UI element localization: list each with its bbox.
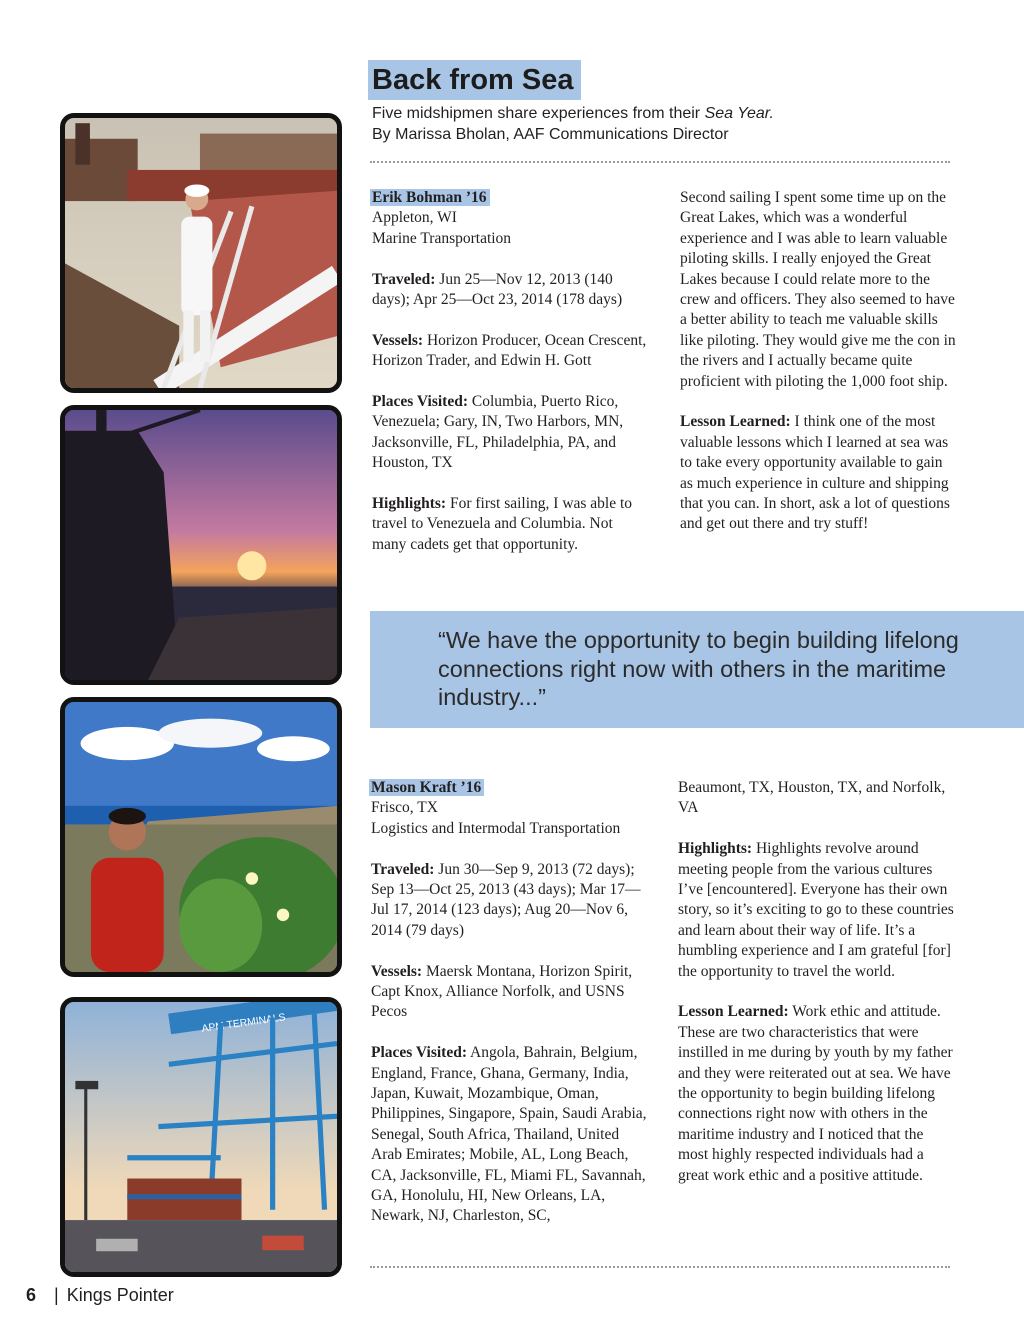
profile1-traveled: Traveled: Jun 25—Nov 12, 2013 (140 days); Apr 25—Oct 23, 2014 (178 days) <box>372 270 623 309</box>
folio-separator: | <box>54 1285 59 1305</box>
profile2-highlights: Highlights: Highlights revolve around meeting people from the various cultures I’ve [encountered]. Everyone has their own story, so it’s exciting to go to these countries and learn about their way of life. It’s a humbling experience and I am grateful [for] the opportunity to travel the world. <box>678 840 954 980</box>
profile1-continued: Second sailing I spent some time up on the Great Lakes, which was a wonderful experience and I was able to learn valuable piloting skills. I really enjoyed the Great Lakes because I could relate more to the crew and officers. They also seemed to have a better ability to teach me valuable skills like piloting. They would give me the con in the rivers and I actually became quite proficient with piloting the 1,000 foot ship. <box>680 189 956 390</box>
profile1-highlights: Highlights: For first sailing, I was able to travel to Venezuela and Columbia. Not many cadets get that opportunity. <box>372 495 633 553</box>
profile2-major: Logistics and Intermodal Transportation <box>371 819 621 837</box>
profile2-column-right <box>678 778 954 1206</box>
pull-quote: “We have the opportunity to begin building lifelong connections right now with others in the maritime industry...” <box>370 611 1024 728</box>
page-number: 6 <box>26 1285 37 1305</box>
photo-gangway <box>60 113 342 393</box>
photo-hawaii <box>60 697 342 977</box>
profile1-column-right <box>680 188 956 555</box>
profile1-major: Marine Transportation <box>372 229 512 247</box>
profile1-places: Places Visited: Columbia, Puerto Rico, Venezuela; Gary, IN, Two Harbors, MN, Jacksonville, FL, Philadelphia, PA, and Houston, TX <box>372 393 624 472</box>
subtitle-italic: Sea Year. <box>704 105 774 122</box>
profile2-places-continued: Beaumont, TX, Houston, TX, and Norfolk, VA <box>678 779 946 817</box>
publication-name: Kings Pointer <box>66 1285 174 1305</box>
profile2-traveled: Traveled: Jun 30—Sep 9, 2013 (72 days); Sep 13—Oct 25, 2013 (43 days); Mar 17—Jul 17, 2014 (123 days); Aug 20—Nov 6, 2014 (79 days) <box>371 860 641 939</box>
profile2-places: Places Visited: Angola, Bahrain, Belgium, England, France, Ghana, Germany, India, Japan, Kuwait, Mozambique, Oman, Philippines, Singapore, Spain, Saudi Arabia, Senegal, South Africa, Thailand, United Arab Emirates; Mobile, AL, Long Beach, CA, Jacksonville, FL, Miami FL, Savannah, GA, Honolulu, HI, New Orleans, LA, Newark, NJ, Charleston, SC, <box>371 1044 647 1225</box>
profile2-column-left <box>371 778 647 1247</box>
divider-top <box>370 161 950 163</box>
profile2-hometown: Frisco, TX <box>371 799 438 817</box>
divider-bottom <box>370 1266 950 1268</box>
profile2-lesson: Lesson Learned: Work ethic and attitude. These are two characteristics that were instilled in me during by youth by my father and they were reiterated out at sea. We have the opportunity to begin building lifelong connections right now with others in the maritime industry and I noticed that the most highly respected individuals had a great work ethic and a positive attitude. <box>678 1003 953 1184</box>
profile1-hometown: Appleton, WI <box>372 209 457 227</box>
profile2-name: Mason Kraft ’16 <box>369 779 484 796</box>
profile1-vessels: Vessels: Horizon Producer, Ocean Crescent, Horizon Trader, and Edwin H. Gott <box>372 331 647 370</box>
photo-container-terminal <box>60 997 342 1277</box>
profile1-name: Erik Bohman ’16 <box>370 189 490 206</box>
article-title: Back from Sea <box>368 60 581 100</box>
page-folio <box>26 1285 174 1306</box>
photo-sunset-deck <box>60 405 342 685</box>
profile1-lesson: Lesson Learned: I think one of the most valuable lessons which I learned at sea was to take every opportunity available to gain as much experience in culture and shipping that you can. In short, ask a lot of questions and get out there and try stuff! <box>680 413 950 533</box>
profile2-vessels: Vessels: Maersk Montana, Horizon Spirit, Capt Knox, Alliance Norfolk, and USNS Pecos <box>371 962 633 1021</box>
profile1-column-left <box>372 188 648 576</box>
article-byline: By Marissa Bholan, AAF Communications Director <box>372 126 729 143</box>
terminal-sign: APM TERMINALS <box>201 1012 287 1035</box>
article-subtitle: Five midshipmen share experiences from their Sea Year. <box>372 105 774 122</box>
